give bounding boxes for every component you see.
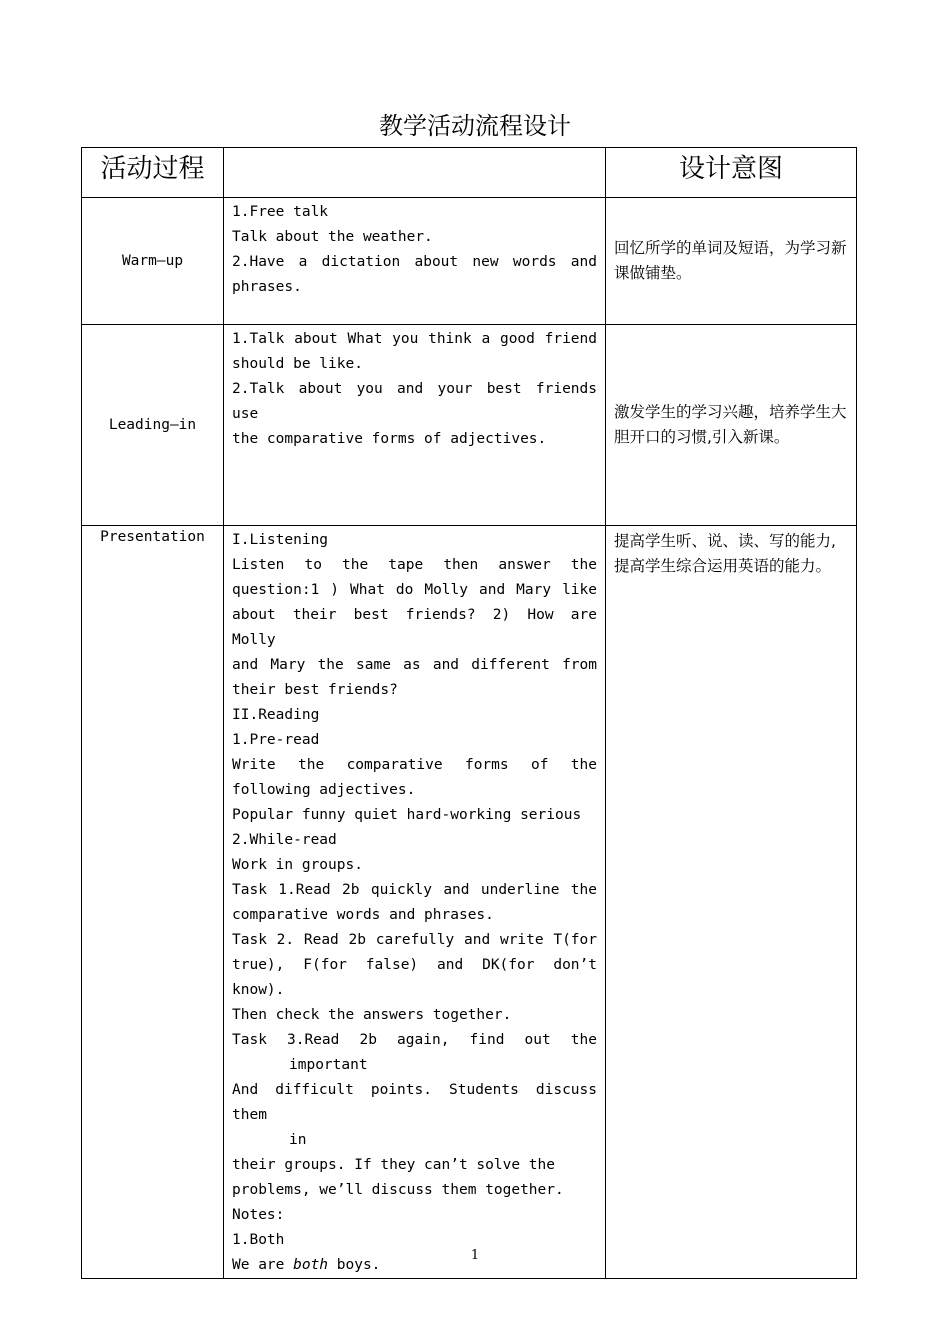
table-row-presentation xyxy=(82,526,857,1279)
content-line: Listen to the tape then answer the xyxy=(232,557,597,573)
content-line: 2.While-read xyxy=(232,832,337,848)
content-line: II.Reading xyxy=(232,707,320,723)
content-line: 2.Talk about you and your best friends use xyxy=(232,381,606,422)
content-line: Task 2. Read 2b carefully and write T(for xyxy=(232,932,597,948)
content-line: comparative words and phrases. xyxy=(232,907,494,923)
content-line: And difficult points. Students discuss them xyxy=(232,1082,606,1123)
activity-content xyxy=(224,526,606,1279)
content-line: their groups. If they can’t solve the xyxy=(232,1157,556,1173)
content-line: their best friends? xyxy=(232,682,398,698)
design-intent: 激发学生的学习兴趣，培养学生大胆开口的习惯,引入新课。 xyxy=(606,325,857,526)
example-text-post: boys. xyxy=(328,1257,381,1273)
stage-label: Presentation xyxy=(82,526,224,1279)
content-line: about their best friends? 2) How are Molly xyxy=(232,607,606,648)
content-line: Task 1.Read 2b quickly and underline the xyxy=(232,882,597,898)
stage-label: Leading—in xyxy=(82,325,224,526)
design-intent: 回忆所学的单词及短语，为学习新课做铺垫。 xyxy=(606,198,857,325)
content-line: and Mary the same as and different from xyxy=(232,657,597,673)
content-line: Talk about the weather. xyxy=(232,229,433,245)
content-line: the comparative forms of adjectives. xyxy=(232,431,547,447)
table-header-row xyxy=(82,148,857,198)
content-line: true), F(for false) and DK(for don’t xyxy=(232,957,597,973)
content-line: Then check the answers together. xyxy=(232,1007,512,1023)
content-line: question:1 ) What do Molly and Mary like xyxy=(232,582,597,598)
example-text-pre: We are xyxy=(232,1257,294,1273)
content-line: 1.Free talk xyxy=(232,204,329,220)
content-line: Notes: xyxy=(232,1207,285,1223)
content-line: 1.Both xyxy=(232,1232,285,1248)
page-number: 1 xyxy=(470,1248,480,1263)
content-line: 1.Pre-read xyxy=(232,732,320,748)
content-line: 1.Talk about What you think a good friend xyxy=(232,331,597,347)
activity-content xyxy=(224,325,606,526)
content-line: know). xyxy=(232,982,285,998)
table-row-warm-up xyxy=(82,198,857,325)
content-line: Work in groups. xyxy=(232,857,363,873)
content-line: following adjectives. xyxy=(232,782,416,798)
content-line: 2.Have a dictation about new words and xyxy=(232,254,597,270)
content-line: Popular funny quiet hard-working serious xyxy=(232,807,582,823)
header-content xyxy=(224,148,606,198)
content-line: in xyxy=(289,1132,307,1148)
stage-label: Warm—up xyxy=(82,198,224,325)
activity-content xyxy=(224,198,606,325)
content-line: phrases. xyxy=(232,279,302,295)
example-emphasis: both xyxy=(293,1257,329,1273)
content-line: problems, we’ll discuss them together. xyxy=(232,1182,564,1198)
page-title: 教学活动流程设计 xyxy=(379,112,571,140)
header-activity-process: 活动过程 xyxy=(82,148,224,198)
header-design-intent: 设计意图 xyxy=(606,148,857,198)
table-row-leading-in xyxy=(82,325,857,526)
content-line: Task 3.Read 2b again, find out the xyxy=(232,1032,597,1048)
content-line: I.Listening xyxy=(232,532,329,548)
activity-flow-table xyxy=(81,147,857,1279)
content-line: important xyxy=(289,1057,368,1073)
design-intent: 提高学生听、说、读、写的能力,提高学生综合运用英语的能力。 xyxy=(606,526,857,1279)
content-line: Write the comparative forms of the xyxy=(232,757,597,773)
content-line: should be like. xyxy=(232,356,363,372)
